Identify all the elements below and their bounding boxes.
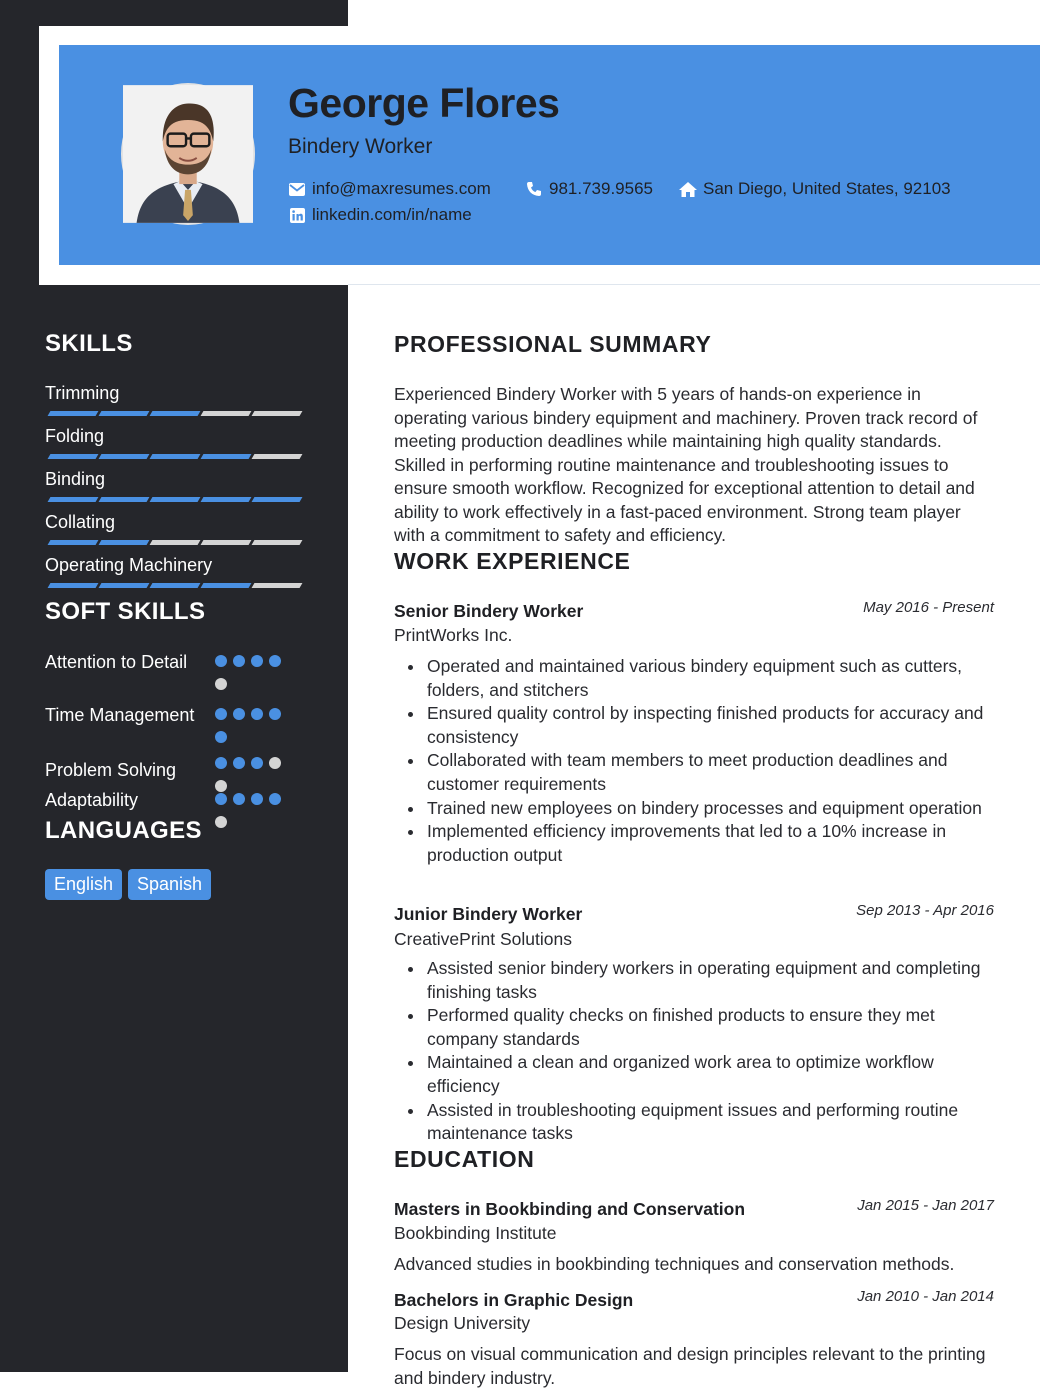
skill-item [45,469,305,490]
linkedin-text[interactable]: linkedin.com/in/name [312,205,472,224]
company-name: CreativePrint Solutions [394,929,572,949]
skill-bar-segment [201,454,252,459]
school-name: Design University [394,1313,531,1333]
skill-bar-segment [150,540,201,545]
job-dates: May 2016 - Present [863,599,994,616]
rating-dot [251,757,263,769]
skill-item [45,426,305,447]
skill-bar-segment [252,583,303,588]
rating-dot [251,708,263,720]
rating-dot [233,757,245,769]
rating-dot [269,793,281,805]
skill-bar-segment [48,583,99,588]
list-item: Performed quality checks on finished products to ensure they met company standards [408,1004,1000,1051]
contact-phone[interactable] [525,179,653,199]
skill-bar-segment [252,411,303,416]
skill-name: Binding [45,469,106,489]
job-bullets [408,957,1000,1146]
skill-bar-segment [48,540,99,545]
skill-level-bar [45,454,305,460]
list-item: Collaborated with team members to meet production deadlines and customer requirements [408,749,1000,796]
skill-bar-segment [99,411,150,416]
skill-level-bar [45,583,305,589]
list-item: Assisted senior bindery workers in operating equipment and completing finishing tasks [408,957,1000,1004]
skill-name: Collating [45,512,116,532]
job-bullets [408,655,1000,867]
skill-level-bar [45,497,305,503]
list-item: Operated and maintained various bindery equipment such as cutters, folders, and stitchers [408,655,1000,702]
rating-dot [215,780,227,792]
rating-dot [215,708,227,720]
school-name: Bookbinding Institute [394,1223,557,1243]
job-dates: Sep 2013 - Apr 2016 [856,902,994,919]
contact-location [679,179,951,199]
rating-dot [215,757,227,769]
company-name: PrintWorks Inc. [394,625,513,645]
job-title: Senior Bindery Worker [394,601,584,621]
summary-heading: PROFESSIONAL SUMMARY [394,331,712,357]
rating-dot [215,731,227,743]
rating-dot [251,655,263,667]
rating-dot [269,708,281,720]
list-item: Trained new employees on bindery processes and equipment operation [408,797,1000,821]
contact-email[interactable] [288,179,491,199]
degree-dates: Jan 2010 - Jan 2014 [857,1288,994,1305]
rating-dot [215,793,227,805]
skill-bar-segment [150,454,201,459]
skill-bar-segment [48,411,99,416]
degree-title: Masters in Bookbinding and Conservation [394,1199,746,1219]
degree-description: Advanced studies in bookbinding techniques and conservation methods. [394,1254,955,1274]
skill-item [45,555,305,576]
skill-bar-segment [48,497,99,502]
soft-skill-name: Problem Solving [45,760,177,780]
skill-bar-segment [201,540,252,545]
candidate-role: Bindery Worker [288,135,433,158]
phone-icon [525,181,543,197]
location-text: San Diego, United States, 92103 [703,179,951,198]
rating-dot [269,757,281,769]
skill-name: Folding [45,426,105,446]
skill-bar-segment [150,411,201,416]
skill-bar-segment [201,497,252,502]
skill-item [45,512,305,533]
skill-bar-segment [99,540,150,545]
skill-bar-segment [150,583,201,588]
summary-text: Experienced Bindery Worker with 5 years of hands-on experience in operating various bindery equipment and machinery. Proven track record of meeting production deadlines while maintaining high quality standards. Skilled in performing routine maintenance and troubleshooting issues to ensure smooth workflow. Recognized for exceptional attention to detail and ability to work effectively in a fast-paced environment. Strong team player with a commitment to safety and efficiency. [394,384,978,545]
skill-bar-segment [99,583,150,588]
language-badge: English [45,869,122,900]
skill-bar-segment [48,454,99,459]
rating-dot [215,678,227,690]
list-item: Maintained a clean and organized work area to optimize workflow efficiency [408,1051,1000,1098]
linkedin-icon [288,208,306,223]
envelope-icon [288,183,306,196]
languages-heading: LANGUAGES [45,817,202,844]
home-icon [679,182,697,197]
skill-bar-segment [150,497,201,502]
candidate-name: George Flores [288,80,560,126]
contact-linkedin[interactable] [288,205,472,225]
education-heading: EDUCATION [394,1146,535,1172]
skill-level-bar [45,540,305,546]
skills-heading: SKILLS [45,330,133,357]
skill-bar-segment [252,540,303,545]
rating-dot [233,708,245,720]
skill-bar-segment [99,497,150,502]
phone-text[interactable]: 981.739.9565 [549,179,653,198]
skill-bar-segment [201,583,252,588]
degree-description: Focus on visual communication and design principles relevant to the printing and bindery industry. [394,1344,986,1388]
profile-photo [123,85,253,223]
list-item: Ensured quality control by inspecting finished products for accuracy and consistency [408,702,1000,749]
skill-name: Operating Machinery [45,555,213,575]
rating-dot [269,655,281,667]
rating-dot [233,655,245,667]
avatar [121,83,255,225]
experience-heading: WORK EXPERIENCE [394,548,631,574]
skill-bar-segment [201,411,252,416]
language-badge: Spanish [128,869,211,900]
rating-dot [251,793,263,805]
skill-level-bar [45,411,305,417]
soft-skill-name: Adaptability [45,790,139,810]
rating-dot [215,655,227,667]
email-text[interactable]: info@maxresumes.com [312,179,491,198]
header-divider [348,284,1040,285]
degree-title: Bachelors in Graphic Design [394,1290,634,1310]
skill-item [45,383,305,404]
skill-bar-segment [252,497,303,502]
skill-bar-segment [252,454,303,459]
list-item: Implemented efficiency improvements that led to a 10% increase in production output [408,820,1000,867]
skill-name: Trimming [45,383,120,403]
soft-skills-heading: SOFT SKILLS [45,598,206,625]
rating-dot [233,793,245,805]
job-title: Junior Bindery Worker [394,904,583,924]
skill-bar-segment [99,454,150,459]
rating-dot [215,816,227,828]
degree-dates: Jan 2015 - Jan 2017 [857,1197,994,1214]
soft-skill-name: Time Management [45,705,195,725]
soft-skill-name: Attention to Detail [45,652,188,672]
list-item: Assisted in troubleshooting equipment issues and performing routine maintenance tasks [408,1099,1000,1146]
